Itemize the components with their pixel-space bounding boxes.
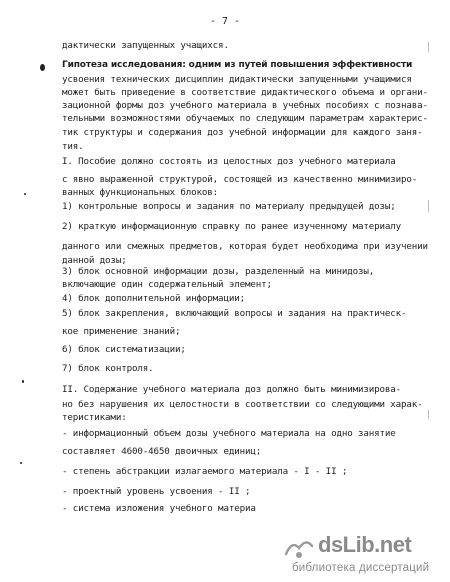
text-line: дактически запущенных учащихся. bbox=[62, 40, 229, 51]
text-line: - информационный объем дозы учебного материала на одно занятие bbox=[62, 428, 396, 439]
text-line: усвоения технических дисциплин дидактически запущенными учащимися bbox=[62, 74, 412, 85]
text-line: зационной формы доз учебного материала в учебных пособиях с познава- bbox=[62, 100, 428, 111]
text-line: I. Пособие должно состоять из целостных доз учебного материала bbox=[62, 156, 396, 167]
page-number: - 7 - bbox=[209, 16, 241, 27]
text-line: - проектный уровень усвоения - II ; bbox=[62, 486, 251, 497]
text-line: Гипотеза исследования: одним из путей повышения эффективности bbox=[62, 60, 413, 70]
scan-mark bbox=[22, 380, 24, 383]
text-line: может быть приведение в соответствие дидактического объема и органи- bbox=[62, 87, 428, 98]
text-line: включающие один содержательный элемент; bbox=[62, 279, 272, 290]
text-line: данного или смежных предметов, которая будет необходима при изучении bbox=[62, 241, 428, 252]
scan-edge bbox=[428, 200, 429, 212]
text-line: тия. bbox=[62, 141, 84, 152]
text-line: данной дозы; bbox=[62, 255, 127, 266]
scan-mark bbox=[20, 462, 22, 464]
text-line: 5) блок закрепления, включающий вопросы и задания на практическ- bbox=[62, 308, 407, 319]
text-line: тик структуры и содержания доз учебной информации для каждого заня- bbox=[62, 127, 423, 138]
scan-edge bbox=[428, 42, 429, 52]
text-line: II. Содержание учебного материала доз должно быть минимизирова- bbox=[62, 384, 402, 395]
text-line: ванных функциональных блоков: bbox=[62, 187, 219, 198]
scan-mark bbox=[24, 193, 26, 195]
watermark-subtitle: библиотека диссертаций bbox=[292, 562, 430, 574]
text-line: тельными возможностями обучаемых по следующим параметрам характерис- bbox=[62, 113, 428, 124]
text-line: составляет 4600-4650 двоичных единиц; bbox=[62, 446, 262, 457]
watermark-site-name: dsLib.net bbox=[318, 532, 412, 557]
text-line: - степень абстракции излагаемого материала - I - II ; bbox=[62, 466, 348, 477]
text-line: 2) краткую информационную справку по ранее изученному материалу bbox=[62, 221, 402, 232]
text-line: 7) блок контроля. bbox=[62, 363, 154, 374]
text-line: с явно выраженной структурой, состоящей из качественно минимизиро- bbox=[62, 174, 418, 185]
watermark bbox=[282, 532, 447, 580]
text-line: 3) блок основной информации дозы, разделенный на минидозы, bbox=[62, 266, 375, 277]
text-line: но без нарушения их целостности в соответствии со следующими харак- bbox=[62, 399, 423, 410]
scan-mark bbox=[40, 64, 45, 71]
text-line: - система изложения учебного материа bbox=[62, 503, 256, 514]
text-line: 4) блок дополнительной информации; bbox=[62, 293, 245, 304]
text-line: 6) блок систематизации; bbox=[62, 344, 186, 355]
text-line: кое применение знаний; bbox=[62, 326, 181, 337]
dslib-logo-icon bbox=[284, 534, 314, 560]
scan-edge bbox=[428, 410, 429, 419]
text-line: теристиками: bbox=[62, 412, 127, 423]
text-line: 1) контрольные вопросы и задания по материалу предыдущей дозы; bbox=[62, 201, 396, 212]
